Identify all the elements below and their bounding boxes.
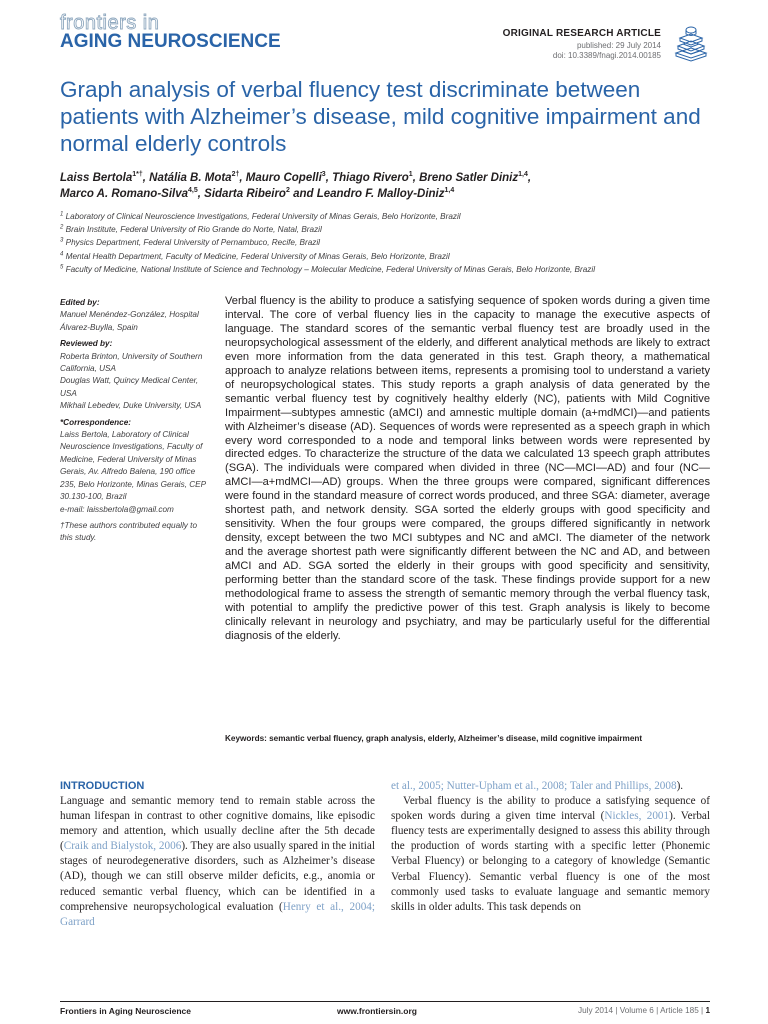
publication-meta bbox=[553, 41, 661, 61]
author-affiliation-marker: 2† bbox=[231, 171, 240, 179]
affiliation-number: 2 bbox=[60, 224, 64, 231]
author-name: Natália B. Mota bbox=[149, 172, 232, 184]
author-separator: and bbox=[289, 188, 317, 200]
affiliation-text: Mental Health Department, Faculty of Medicine, Federal University of Minas Gerais, Belo Horizonte, Brazil bbox=[63, 251, 450, 261]
affiliation-number: 5 bbox=[60, 264, 64, 271]
affiliation bbox=[60, 223, 720, 236]
reviewer: Mikhail Lebedev, Duke University, USA bbox=[60, 401, 202, 411]
author-affiliation-marker: 1 bbox=[408, 171, 413, 179]
affiliation-number: 3 bbox=[60, 237, 64, 244]
editorial-sidebar bbox=[60, 297, 210, 545]
author-name: Mauro Copelli bbox=[245, 172, 322, 184]
published-date: published: 29 July 2014 bbox=[576, 41, 661, 50]
page-number: 1 bbox=[705, 1006, 710, 1015]
body-column-right bbox=[391, 779, 710, 915]
correspondence-address: Laiss Bertola, Laboratory of Clinical Neuroscience Investigations, Faculty of Medicine, Federal University of Minas Gerais, Av. Alfredo Balena, 190 office 235, Belo Horizonte, Minas Gerais, CEP 30.130-100, Brazil bbox=[60, 430, 206, 502]
author-affiliation-marker: 1*† bbox=[132, 171, 143, 179]
author-affiliation-marker: 4,5 bbox=[188, 187, 198, 195]
reviewer: Douglas Watt, Quincy Medical Center, USA bbox=[60, 376, 199, 398]
stacked-layers-icon bbox=[674, 22, 708, 62]
affiliation bbox=[60, 250, 720, 263]
citation-link[interactable]: Nickles, 2001 bbox=[604, 810, 670, 823]
affiliation-number: 1 bbox=[60, 211, 64, 218]
author-affiliation-marker: 1,4 bbox=[518, 171, 528, 179]
article-type: ORIGINAL RESEARCH ARTICLE bbox=[502, 28, 661, 39]
citation-link[interactable]: Henry et al., 2004; Garrard bbox=[60, 900, 375, 928]
body-paragraph: Language and semantic memory tend to remain stable across the human lifespan in contrast to other cognitive domains, like episodic memory and attention, which usually decline after the 5th decade (Craik and Bialystok, 2006). They are also usually spared in the initial stages of neurodegenerative disorders, such as Alzheimer’s disease (AD), though we can still observe milder deficits, e.g., anomia or reduced semantic verbal fluency, which can be identified in a comprehensive neuropsychological evaluation (Henry et al., 2004; Garrard bbox=[60, 795, 375, 928]
footer-journal: Frontiers in Aging Neuroscience bbox=[60, 1006, 191, 1016]
doi[interactable]: doi: 10.3389/fnagi.2014.00185 bbox=[552, 51, 661, 60]
author-affiliation-marker: 3 bbox=[321, 171, 326, 179]
affiliation bbox=[60, 263, 720, 276]
journal-logo bbox=[60, 14, 281, 52]
affiliation bbox=[60, 236, 720, 249]
correspondence-email[interactable]: e-mail: laissbertola@gmail.com bbox=[60, 504, 174, 514]
affiliation-text: Laboratory of Clinical Neuroscience Investigations, Federal University of Minas Gerais, Belo Horizonte, Brazil bbox=[63, 212, 461, 221]
author-name: Sidarta Ribeiro bbox=[204, 188, 286, 200]
author-affiliation-marker: 1,4 bbox=[444, 187, 455, 195]
body-column-left bbox=[60, 779, 375, 930]
journal-logo-line1: frontiers in bbox=[60, 12, 160, 34]
affiliation-text: Brain Institute, Federal University of Rio Grande do Norte, Natal, Brazil bbox=[63, 225, 322, 235]
author-line-2 bbox=[60, 186, 720, 202]
author-separator: , bbox=[197, 188, 205, 200]
abstract: Verbal fluency is the ability to produce a satisfying sequence of spoken words during a given time interval. The core of verbal fluency lies in the capacity to manage the executive aspects of language. The standard scores of the semantic verbal fluency test are broadly used in the neuropsychological assessment of the elderly, and different analytical methods are likely to extract even more information from the data generated in this test. Graph theory, a mathematical approach to analyze relations between items, represents a promising tool to understand a variety of neuropsychological states. This study reports a graph analysis of data generated by the semantic verbal fluency test by cognitively healthy elderly (NC), patients with Mild Cognitive Impairment—subtypes amnestic (aMCI) and amnestic multiple domain (a+mdMCI)—and patients with Alzheimer’s disease (AD). Sequences of words were represented as a speech graph in which every word corresponded to a node and temporal links between words were represented by directed edges. To characterize the structure of the data we calculated 13 speech graph attributes (SGA). The individuals were compared when divided in three (NC—MCI—AD) and four (NC—aMCI—a+mdMCI—AD) groups. When the three groups were compared, significant differences were found in the standard measure of correct words produced, and three SGA: diameter, average shortest path, and network density. SGA sorted the elderly groups with good specificity and sensitivity. When the four groups were compared, the groups differed significantly in network density, except between the two MCI subtypes and NC and aMCI. The diameter of the network and the average shortest path were significantly different between the NC and AD, and between aMCI and AD. SGA sorted the elderly in their groups with good specificity and sensitivity, performing better than the standard score of the task. These findings provide support for a new methodological frame to assess the strength of semantic memory through the verbal fluency task, with potential to amplify the predictive power of this test. Graph analysis is likely to become clinically relevant in neurology and psychiatry, and may be particularly useful for the differential diagnosis of the elderly. bbox=[225, 295, 710, 642]
author-separator: , bbox=[527, 172, 532, 184]
author-name: Leandro F. Malloy-Diniz bbox=[316, 188, 445, 200]
author-separator: , bbox=[239, 172, 246, 184]
affiliation-text: Physics Department, Federal University of Pernambuco, Recife, Brazil bbox=[63, 238, 320, 248]
affiliation bbox=[60, 210, 720, 223]
section-heading-introduction: INTRODUCTION bbox=[60, 780, 145, 792]
author-name: Breno Satler Diniz bbox=[419, 172, 519, 184]
author-list bbox=[60, 170, 720, 202]
footer-issue: July 2014 | Volume 6 | Article 185 | 1 bbox=[577, 1006, 710, 1015]
reviewed-by-label: Reviewed by: bbox=[60, 339, 113, 349]
author-separator: , bbox=[142, 172, 150, 184]
edited-by-label: Edited by: bbox=[60, 298, 100, 307]
keywords: Keywords: semantic verbal fluency, graph analysis, elderly, Alzheimer’s disease, mild cognitive impairment bbox=[225, 734, 643, 743]
author-separator: , bbox=[412, 172, 420, 184]
correspondence-label: *Correspondence: bbox=[60, 417, 131, 427]
equal-contribution-note: †These authors contributed equally to this study. bbox=[60, 520, 198, 543]
footer-website-link[interactable]: www.frontiersin.org bbox=[337, 1006, 417, 1016]
footer-rule bbox=[60, 1001, 710, 1002]
affiliation-number: 4 bbox=[60, 250, 64, 257]
author-name: Marco A. Romano-Silva bbox=[60, 188, 189, 200]
citation-link[interactable]: Craik and Bialystok, 2006 bbox=[63, 840, 182, 853]
affiliations bbox=[60, 210, 720, 276]
citation-link[interactable]: et al., 2005; Nutter-Upham et al., 2008; Taler and Phillips, 2008 bbox=[391, 780, 677, 792]
body-paragraph: et al., 2005; Nutter-Upham et al., 2008; Taler and Phillips, 2008). bbox=[391, 780, 684, 792]
article-title: Graph analysis of verbal fluency test discriminate between patients with Alzheimer’s disease, mild cognitive impairment and normal elderly controls bbox=[60, 77, 701, 156]
author-separator: , bbox=[325, 172, 333, 184]
author-line-1 bbox=[60, 170, 720, 186]
body-paragraph: Verbal fluency is the ability to produce a satisfying sequence of spoken words during a given time interval (Nickles, 2001). Verbal fluency tests are experimentally designed to assess this ability through the production of words starting with a specific letter (Phonemic Verbal Fluency) or belonging to a category of knowledge (Semantic Verbal Fluency). Semantic verbal fluency is one of the most commonly used tasks to evaluate language and semantic memory skills in older adults. This task depends on bbox=[391, 795, 710, 913]
affiliation-text: Faculty of Medicine, National Institute of Science and Technology – Molecular Medicine, Federal University of Minas Gerais, Belo Horizonte, Brazil bbox=[63, 264, 596, 274]
reviewer: Roberta Brinton, University of Southern California, USA bbox=[60, 351, 203, 374]
editor: Manuel Menéndez-González, Hospital Álvarez-Buylla, Spain bbox=[60, 310, 199, 332]
author-name: Thiago Rivero bbox=[332, 172, 409, 184]
journal-logo-line2: AGING NEUROSCIENCE bbox=[60, 31, 281, 52]
author-name: Laiss Bertola bbox=[60, 172, 133, 184]
author-affiliation-marker: 2 bbox=[285, 187, 290, 195]
